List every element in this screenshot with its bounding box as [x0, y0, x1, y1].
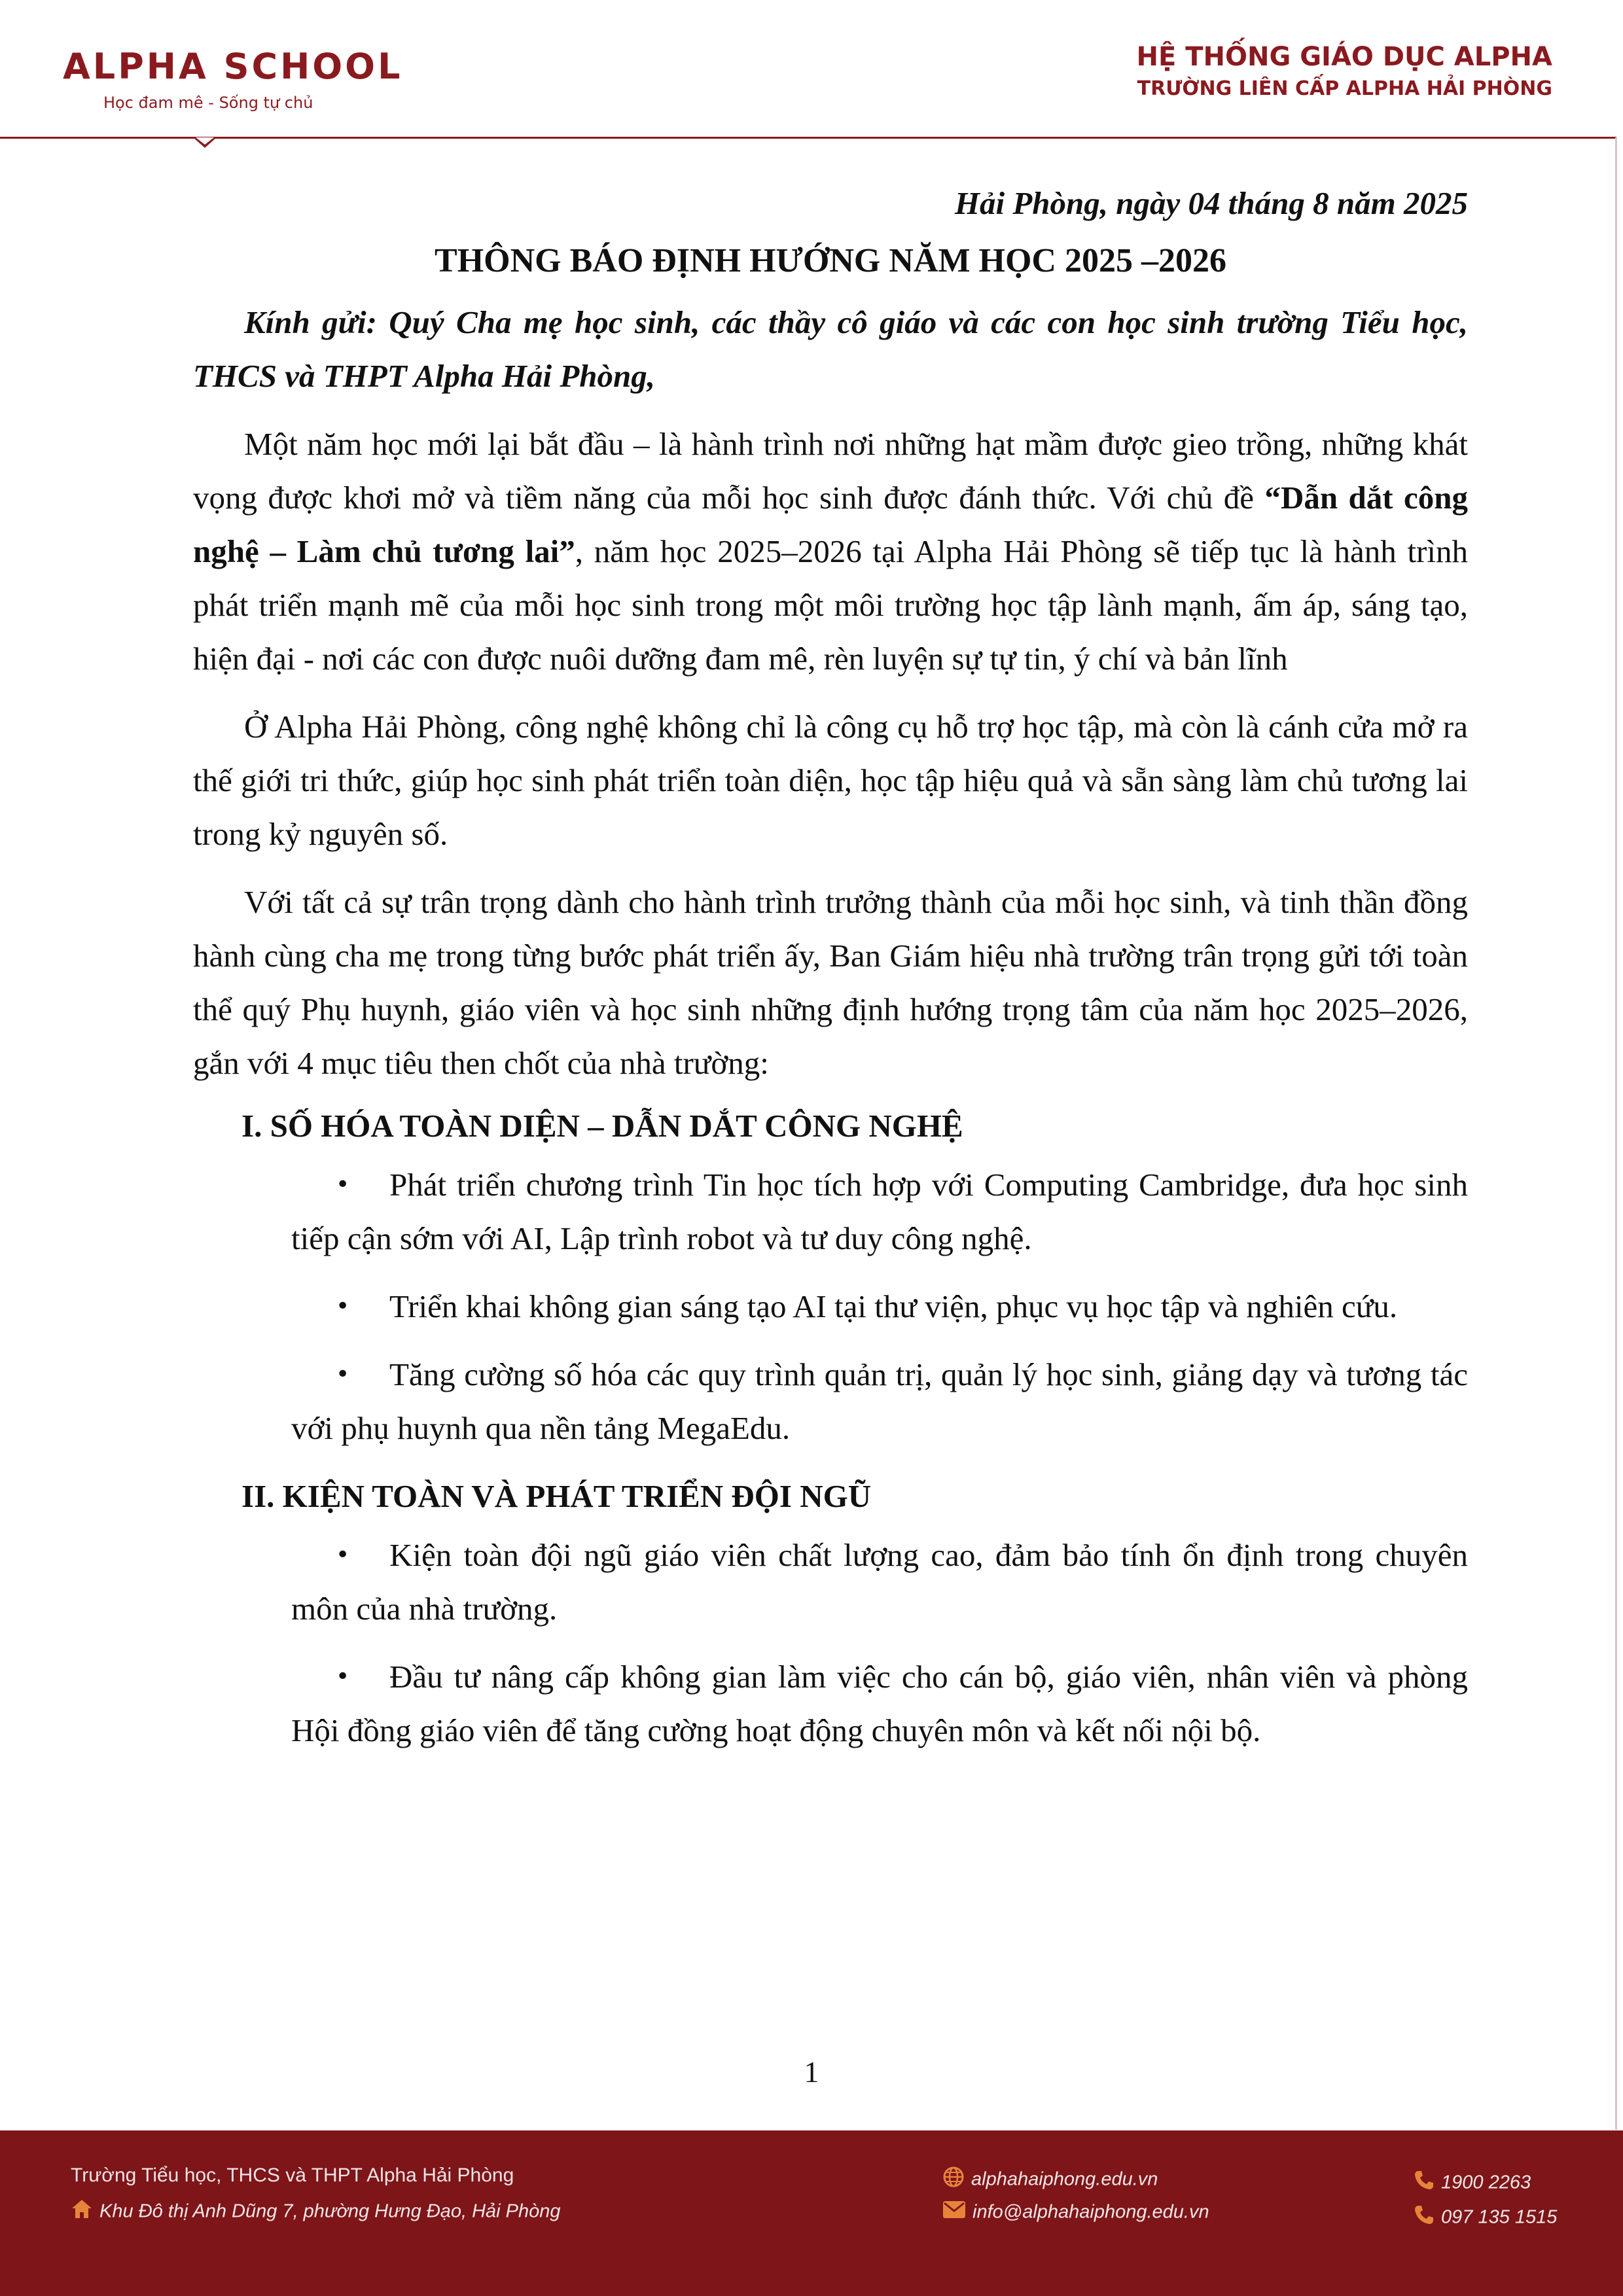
- footer-address-text: Khu Đô thị Anh Dũng 7, phường Hưng Đạo, Hải Phòng: [99, 2200, 561, 2222]
- list-item: [291, 1158, 1468, 1265]
- school-logo-name: ALPHA SCHOOL: [63, 46, 403, 87]
- bullet-icon: •: [336, 1542, 350, 1568]
- footer-phone-mobile[interactable]: [1414, 2204, 1557, 2231]
- list-item-text: Đầu tư nâng cấp không gian làm việc cho cán bộ, giáo viên, nhân viên và phòng Hội đồng giáo viên để tăng cường hoạt động chuyên môn và kết nối nội bộ.: [291, 1659, 1468, 1748]
- home-icon: [71, 2199, 93, 2225]
- document-title: THÔNG BÁO ĐỊNH HƯỚNG NĂM HỌC 2025 –2026: [435, 242, 1226, 279]
- header-divider-notch-inner: [196, 137, 214, 145]
- document-body: [193, 177, 1468, 1772]
- list-item: [291, 1650, 1468, 1757]
- footer-phone-mobile-text: 097 135 1515: [1441, 2206, 1558, 2228]
- bullet-icon: •: [336, 1171, 350, 1198]
- mail-icon: [942, 2200, 966, 2224]
- paragraph-intro-end: , năm học 2025–2026 tại Alpha Hải Phòng sẽ tiếp tục là hành trình phát triển mạnh mẽ của mỗi học sinh trong một môi trường học tập lành mạnh, ấm áp, sáng tạo, hiện đại - nơi các con được nuôi dưỡng đam mê, rèn luyện sự tự tin, ý chí và bản lĩnh: [193, 533, 1468, 677]
- list-item: [291, 1348, 1468, 1455]
- bullet-icon: •: [336, 1293, 350, 1320]
- bullet-icon: •: [336, 1361, 350, 1388]
- paragraph-goals: Với tất cả sự trân trọng dành cho hành trình trưởng thành của mỗi học sinh, và tinh thần đồng hành cùng cha mẹ trong từng bước phát triển ấy, Ban Giám hiệu nhà trường trân trọng gửi tới toàn thể quý Phụ huynh, giáo viên và học sinh những định hướng trọng tâm của năm học 2025–2026, gắn với 4 mục tiêu then chốt của nhà trường:: [193, 884, 1468, 1081]
- phone-icon: [1414, 2170, 1435, 2196]
- footer-address: [71, 2199, 561, 2225]
- globe-icon: [942, 2166, 965, 2193]
- header-divider: [0, 137, 1616, 139]
- section-1-heading: I. SỐ HÓA TOÀN DIỆN – DẪN DẮT CÔNG NGHỆ: [241, 1108, 963, 1144]
- paragraph-intro-start: Một năm học mới lại bắt đầu – là hành trình nơi những hạt mầm được gieo trồng, những khát vọng được khơi mở và tiềm năng của mỗi học sinh được đánh thức. Với chủ đề: [193, 426, 1468, 516]
- org-title: HỆ THỐNG GIÁO DỤC ALPHA: [1136, 42, 1552, 72]
- right-page-edge: [1615, 137, 1617, 2130]
- list-item-text: Kiện toàn đội ngũ giáo viên chất lượng cao, đảm bảo tính ổn định trong chuyên môn của nhà trường.: [291, 1537, 1468, 1627]
- section-1-list: [193, 1158, 1468, 1455]
- footer-email-text: info@alphahaiphong.edu.vn: [972, 2201, 1209, 2223]
- footer-website[interactable]: [942, 2166, 1158, 2193]
- bullet-icon: •: [336, 1663, 350, 1690]
- paragraph-intro: [193, 417, 1468, 686]
- document-greeting: Kính gửi: Quý Cha mẹ học sinh, các thầy cô giáo và các con học sinh trường Tiểu học, THCS và THPT Alpha Hải Phòng,: [193, 304, 1468, 394]
- section-2-heading: II. KIỆN TOÀN VÀ PHÁT TRIỂN ĐỘI NGŨ: [241, 1478, 872, 1514]
- list-item-text: Triển khai không gian sáng tạo AI tại thư viện, phục vụ học tập và nghiên cứu.: [389, 1288, 1398, 1324]
- list-item: [291, 1280, 1468, 1333]
- page-number: 1: [804, 2055, 819, 2089]
- page-header: [0, 0, 1623, 150]
- phone-icon: [1414, 2204, 1435, 2231]
- footer-email[interactable]: [942, 2200, 1209, 2224]
- document-date: Hải Phòng, ngày 04 tháng 8 năm 2025: [954, 185, 1468, 221]
- footer-school-name: Trường Tiểu học, THCS và THPT Alpha Hải Phòng: [71, 2164, 514, 2186]
- footer-website-text: alphahaiphong.edu.vn: [971, 2168, 1158, 2190]
- paragraph-intro-theme: “Dẫn dắt công nghệ – Làm chủ tương lai”: [193, 480, 1468, 569]
- list-item: [291, 1528, 1468, 1636]
- list-item-text: Phát triển chương trình Tin học tích hợp với Computing Cambridge, đưa học sinh tiếp cận sớm với AI, Lập trình robot và tư duy công nghệ.: [291, 1167, 1468, 1256]
- section-2-list: [193, 1528, 1468, 1757]
- page-footer: [0, 2130, 1623, 2296]
- footer-phone-hotline-text: 1900 2263: [1441, 2172, 1531, 2193]
- org-subtitle: TRƯỜNG LIÊN CẤP ALPHA HẢI PHÒNG: [1137, 77, 1552, 100]
- list-item-text: Tăng cường số hóa các quy trình quản trị, quản lý học sinh, giảng dạy và tương tác với phụ huynh qua nền tảng MegaEdu.: [291, 1356, 1468, 1446]
- paragraph-technology: Ở Alpha Hải Phòng, công nghệ không chỉ là công cụ hỗ trợ học tập, mà còn là cánh cửa mở ra thế giới tri thức, giúp học sinh phát triển toàn diện, học tập hiệu quả và sẵn sàng làm chủ tương lai trong kỷ nguyên số.: [193, 709, 1468, 852]
- school-logo-slogan: Học đam mê - Sống tự chủ: [103, 94, 313, 112]
- footer-phone-hotline[interactable]: [1414, 2170, 1531, 2196]
